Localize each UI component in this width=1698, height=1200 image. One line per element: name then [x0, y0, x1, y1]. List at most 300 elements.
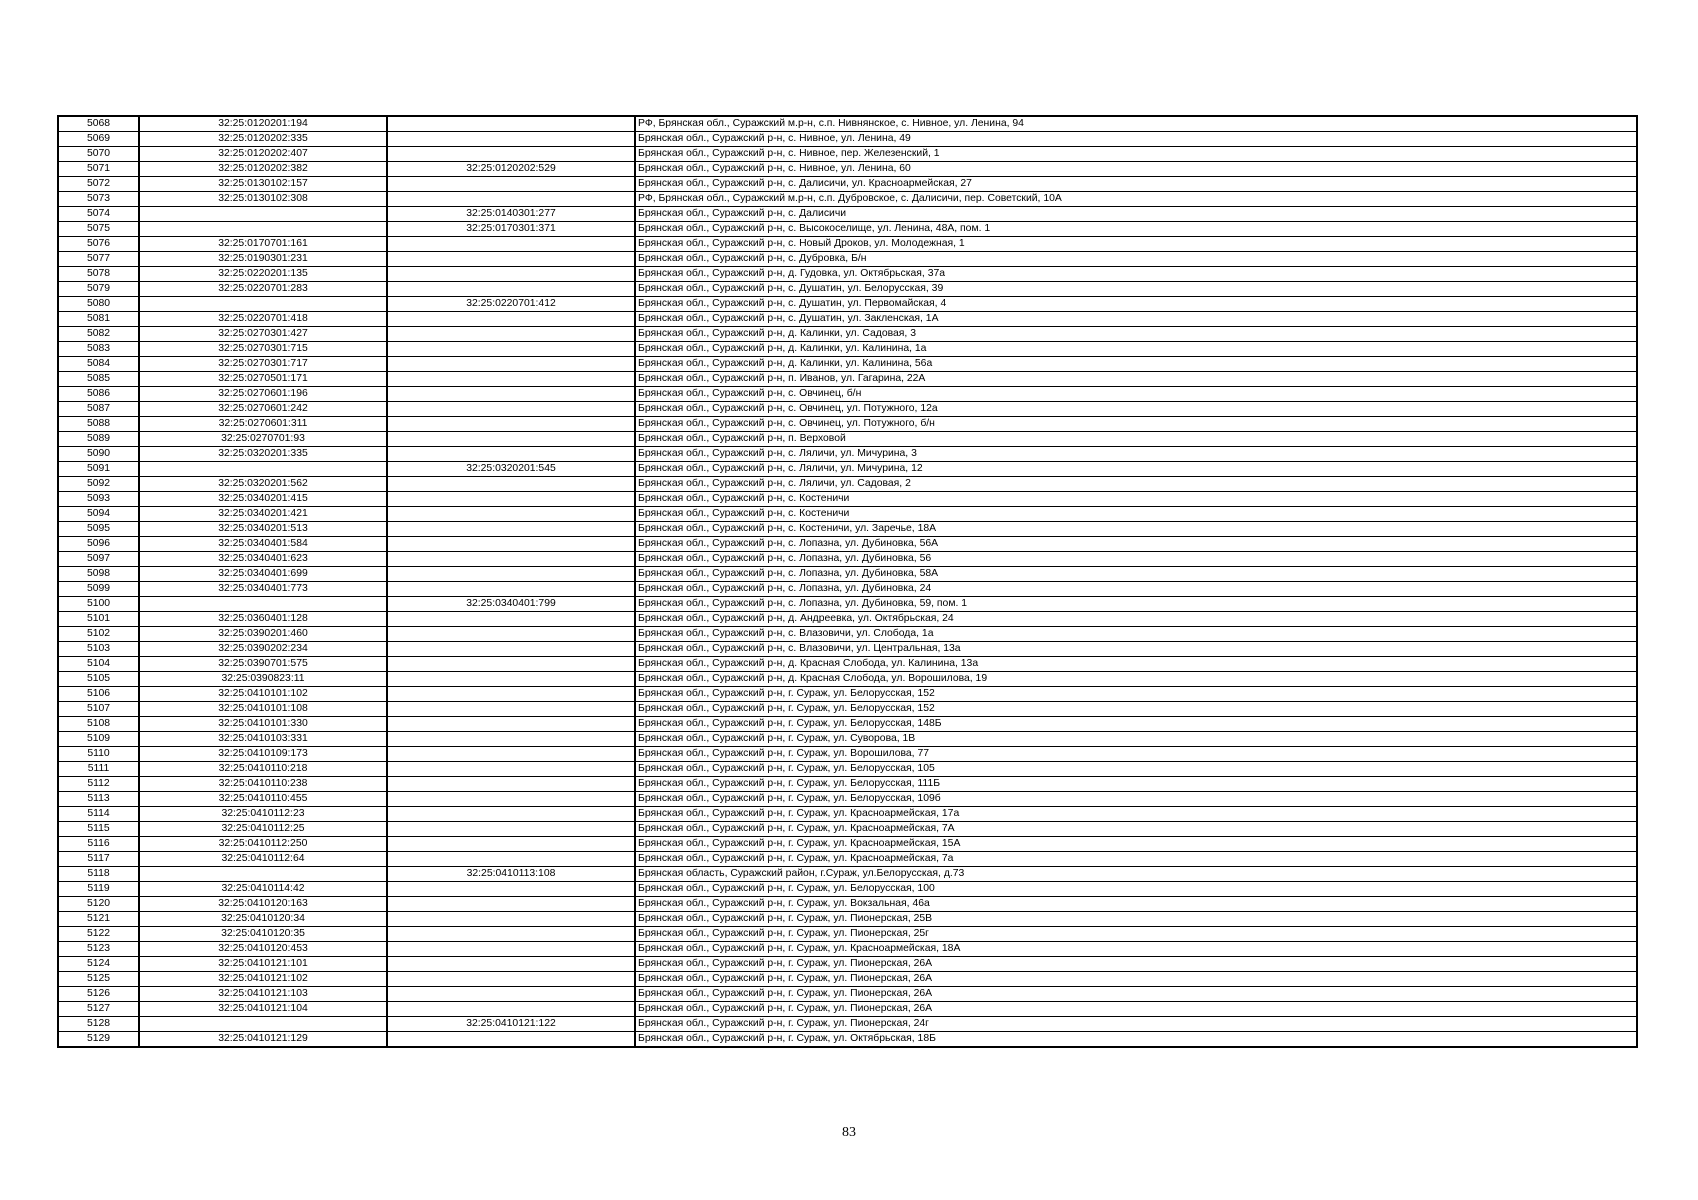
- parent-cadastral-number-cell: [387, 957, 635, 972]
- cadastral-number-cell: 32:25:0410121:101: [139, 957, 387, 972]
- parent-cadastral-number-cell: [387, 672, 635, 687]
- table-row: [58, 207, 1637, 222]
- cadastral-number-cell: 32:25:0130102:157: [139, 177, 387, 192]
- parent-cadastral-number-cell: [387, 417, 635, 432]
- parent-cadastral-number-cell: [387, 792, 635, 807]
- parent-cadastral-number-cell: [387, 732, 635, 747]
- address-cell: Брянская обл., Суражский р-н, п. Верховой: [635, 432, 1637, 447]
- row-number-cell: 5116: [58, 837, 139, 852]
- address-cell: Брянская обл., Суражский р-н, с. Ляличи, ул. Садовая, 2: [635, 477, 1637, 492]
- parent-cadastral-number-cell: [387, 837, 635, 852]
- address-cell: Брянская обл., Суражский р-н, г. Сураж, ул. Белорусская, 111Б: [635, 777, 1637, 792]
- row-number-cell: 5102: [58, 627, 139, 642]
- address-cell: Брянская обл., Суражский р-н, с. Душатин, ул. Первомайская, 4: [635, 297, 1637, 312]
- address-cell: Брянская обл., Суражский р-н, с. Лопазна, ул. Дубиновка, 24: [635, 582, 1637, 597]
- cadastral-number-cell: 32:25:0270701:93: [139, 432, 387, 447]
- row-number-cell: 5129: [58, 1032, 139, 1048]
- cadastral-number-cell: 32:25:0220701:418: [139, 312, 387, 327]
- row-number-cell: 5124: [58, 957, 139, 972]
- cadastral-number-cell: 32:25:0340401:623: [139, 552, 387, 567]
- address-cell: РФ, Брянская обл., Суражский м.р-н, с.п. Дубровское, с. Далисичи, пер. Советский, 10А: [635, 192, 1637, 207]
- cadastral-number-cell: [139, 462, 387, 477]
- cadastral-number-cell: 32:25:0410110:218: [139, 762, 387, 777]
- address-cell: Брянская обл., Суражский р-н, г. Сураж, ул. Ворошилова, 77: [635, 747, 1637, 762]
- parent-cadastral-number-cell: [387, 537, 635, 552]
- table-row: [58, 162, 1637, 177]
- parent-cadastral-number-cell: [387, 747, 635, 762]
- address-cell: Брянская обл., Суражский р-н, г. Сураж, ул. Пионерская, 26А: [635, 957, 1637, 972]
- address-cell: Брянская обл., Суражский р-н, с. Овчинец, б/н: [635, 387, 1637, 402]
- parent-cadastral-number-cell: [387, 477, 635, 492]
- row-number-cell: 5080: [58, 297, 139, 312]
- table-row: [58, 462, 1637, 477]
- row-number-cell: 5103: [58, 642, 139, 657]
- parent-cadastral-number-cell: [387, 432, 635, 447]
- address-cell: Брянская обл., Суражский р-н, с. Далисичи, ул. Красноармейская, 27: [635, 177, 1637, 192]
- parent-cadastral-number-cell: [387, 252, 635, 267]
- address-cell: Брянская обл., Суражский р-н, с. Дубровка, Б/н: [635, 252, 1637, 267]
- parent-cadastral-number-cell: [387, 552, 635, 567]
- cadastral-number-cell: 32:25:0410121:103: [139, 987, 387, 1002]
- parent-cadastral-number-cell: [387, 762, 635, 777]
- table-row: [58, 777, 1637, 792]
- cadastral-number-cell: 32:25:0410101:108: [139, 702, 387, 717]
- cadastral-number-cell: 32:25:0320201:562: [139, 477, 387, 492]
- cadastral-number-cell: [139, 1017, 387, 1032]
- row-number-cell: 5083: [58, 342, 139, 357]
- property-registry-table: [57, 115, 1638, 1048]
- table-row: [58, 732, 1637, 747]
- address-cell: Брянская обл., Суражский р-н, г. Сураж, ул. Пионерская, 25В: [635, 912, 1637, 927]
- cadastral-number-cell: 32:25:0410120:163: [139, 897, 387, 912]
- row-number-cell: 5115: [58, 822, 139, 837]
- parent-cadastral-number-cell: [387, 717, 635, 732]
- address-cell: Брянская обл., Суражский р-н, г. Сураж, ул. Пионерская, 26А: [635, 1002, 1637, 1017]
- parent-cadastral-number-cell: [387, 327, 635, 342]
- address-cell: Брянская обл., Суражский р-н, с. Лопазна, ул. Дубиновка, 56А: [635, 537, 1637, 552]
- parent-cadastral-number-cell: [387, 402, 635, 417]
- parent-cadastral-number-cell: [387, 1002, 635, 1017]
- table-row: [58, 942, 1637, 957]
- address-cell: Брянская обл., Суражский р-н, с. Лопазна, ул. Дубиновка, 56: [635, 552, 1637, 567]
- row-number-cell: 5127: [58, 1002, 139, 1017]
- table-row: [58, 132, 1637, 147]
- address-cell: Брянская обл., Суражский р-н, с. Далисичи: [635, 207, 1637, 222]
- row-number-cell: 5078: [58, 267, 139, 282]
- parent-cadastral-number-cell: [387, 942, 635, 957]
- table-row: [58, 762, 1637, 777]
- row-number-cell: 5106: [58, 687, 139, 702]
- row-number-cell: 5120: [58, 897, 139, 912]
- address-cell: Брянская обл., Суражский р-н, с. Нивное, пер. Железенский, 1: [635, 147, 1637, 162]
- row-number-cell: 5079: [58, 282, 139, 297]
- table-row: [58, 116, 1637, 132]
- parent-cadastral-number-cell: 32:25:0120202:529: [387, 162, 635, 177]
- address-cell: Брянская обл., Суражский р-н, с. Овчинец, ул. Потужного, б/н: [635, 417, 1637, 432]
- address-cell: Брянская обл., Суражский р-н, с. Ляличи, ул. Мичурина, 3: [635, 447, 1637, 462]
- address-cell: Брянская обл., Суражский р-н, с. Влазовичи, ул. Центральная, 13а: [635, 642, 1637, 657]
- parent-cadastral-number-cell: [387, 657, 635, 672]
- address-cell: Брянская обл., Суражский р-н, г. Сураж, ул. Красноармейская, 7А: [635, 822, 1637, 837]
- row-number-cell: 5085: [58, 372, 139, 387]
- cadastral-number-cell: 32:25:0390202:234: [139, 642, 387, 657]
- parent-cadastral-number-cell: [387, 357, 635, 372]
- cadastral-number-cell: 32:25:0270501:171: [139, 372, 387, 387]
- cadastral-number-cell: 32:25:0130102:308: [139, 192, 387, 207]
- cadastral-number-cell: 32:25:0410103:331: [139, 732, 387, 747]
- table-row: [58, 627, 1637, 642]
- row-number-cell: 5095: [58, 522, 139, 537]
- table-row: [58, 477, 1637, 492]
- table-row: [58, 1017, 1637, 1032]
- parent-cadastral-number-cell: [387, 777, 635, 792]
- parent-cadastral-number-cell: [387, 192, 635, 207]
- cadastral-number-cell: 32:25:0410110:238: [139, 777, 387, 792]
- table-row: [58, 702, 1637, 717]
- cadastral-number-cell: 32:25:0410101:102: [139, 687, 387, 702]
- cadastral-number-cell: 32:25:0270301:427: [139, 327, 387, 342]
- row-number-cell: 5110: [58, 747, 139, 762]
- row-number-cell: 5099: [58, 582, 139, 597]
- row-number-cell: 5108: [58, 717, 139, 732]
- cadastral-number-cell: 32:25:0270601:242: [139, 402, 387, 417]
- parent-cadastral-number-cell: [387, 132, 635, 147]
- address-cell: Брянская обл., Суражский р-н, г. Сураж, ул. Красноармейская, 18А: [635, 942, 1637, 957]
- row-number-cell: 5112: [58, 777, 139, 792]
- row-number-cell: 5076: [58, 237, 139, 252]
- table-row: [58, 657, 1637, 672]
- table-row: [58, 312, 1637, 327]
- address-cell: Брянская обл., Суражский р-н, с. Лопазна, ул. Дубиновка, 58А: [635, 567, 1637, 582]
- address-cell: Брянская обл., Суражский р-н, г. Сураж, ул. Октябрьская, 18Б: [635, 1032, 1637, 1048]
- cadastral-number-cell: 32:25:0410112:64: [139, 852, 387, 867]
- address-cell: Брянская обл., Суражский р-н, г. Сураж, ул. Пионерская, 25г: [635, 927, 1637, 942]
- row-number-cell: 5068: [58, 116, 139, 132]
- table-row: [58, 867, 1637, 882]
- cadastral-number-cell: 32:25:0410112:25: [139, 822, 387, 837]
- row-number-cell: 5087: [58, 402, 139, 417]
- cadastral-number-cell: 32:25:0410114:42: [139, 882, 387, 897]
- cadastral-number-cell: 32:25:0120202:335: [139, 132, 387, 147]
- cadastral-number-cell: [139, 867, 387, 882]
- table-row: [58, 417, 1637, 432]
- table-row: [58, 672, 1637, 687]
- row-number-cell: 5125: [58, 972, 139, 987]
- table-row: [58, 237, 1637, 252]
- parent-cadastral-number-cell: 32:25:0410121:122: [387, 1017, 635, 1032]
- row-number-cell: 5097: [58, 552, 139, 567]
- address-cell: Брянская обл., Суражский р-н, г. Сураж, ул. Пионерская, 26А: [635, 972, 1637, 987]
- row-number-cell: 5122: [58, 927, 139, 942]
- cadastral-number-cell: 32:25:0410121:104: [139, 1002, 387, 1017]
- cadastral-number-cell: 32:25:0270301:717: [139, 357, 387, 372]
- row-number-cell: 5109: [58, 732, 139, 747]
- address-cell: Брянская обл., Суражский р-н, с. Нивное, ул. Ленина, 49: [635, 132, 1637, 147]
- parent-cadastral-number-cell: [387, 582, 635, 597]
- row-number-cell: 5070: [58, 147, 139, 162]
- table-row: [58, 297, 1637, 312]
- parent-cadastral-number-cell: [387, 567, 635, 582]
- row-number-cell: 5101: [58, 612, 139, 627]
- address-cell: Брянская обл., Суражский р-н, г. Сураж, ул. Красноармейская, 15А: [635, 837, 1637, 852]
- address-cell: Брянская обл., Суражский р-н, г. Сураж, ул. Суворова, 1В: [635, 732, 1637, 747]
- cadastral-number-cell: [139, 222, 387, 237]
- parent-cadastral-number-cell: [387, 927, 635, 942]
- table-row: [58, 402, 1637, 417]
- row-number-cell: 5117: [58, 852, 139, 867]
- parent-cadastral-number-cell: 32:25:0140301:277: [387, 207, 635, 222]
- table-row: [58, 267, 1637, 282]
- parent-cadastral-number-cell: [387, 312, 635, 327]
- cadastral-number-cell: 32:25:0410101:330: [139, 717, 387, 732]
- row-number-cell: 5111: [58, 762, 139, 777]
- address-cell: Брянская обл., Суражский р-н, г. Сураж, ул. Красноармейская, 17а: [635, 807, 1637, 822]
- table-row: [58, 882, 1637, 897]
- cadastral-number-cell: 32:25:0410120:453: [139, 942, 387, 957]
- cadastral-number-cell: 32:25:0190301:231: [139, 252, 387, 267]
- table-row: [58, 567, 1637, 582]
- row-number-cell: 5119: [58, 882, 139, 897]
- row-number-cell: 5081: [58, 312, 139, 327]
- address-cell: Брянская обл., Суражский р-н, с. Овчинец, ул. Потужного, 12а: [635, 402, 1637, 417]
- row-number-cell: 5114: [58, 807, 139, 822]
- parent-cadastral-number-cell: [387, 852, 635, 867]
- cadastral-number-cell: 32:25:0120202:407: [139, 147, 387, 162]
- parent-cadastral-number-cell: [387, 627, 635, 642]
- cadastral-number-cell: 32:25:0390823:11: [139, 672, 387, 687]
- parent-cadastral-number-cell: [387, 177, 635, 192]
- address-cell: Брянская обл., Суражский р-н, д. Калинки, ул. Калинина, 1а: [635, 342, 1637, 357]
- table-row: [58, 537, 1637, 552]
- parent-cadastral-number-cell: [387, 1032, 635, 1048]
- cadastral-number-cell: 32:25:0220701:283: [139, 282, 387, 297]
- parent-cadastral-number-cell: [387, 822, 635, 837]
- table-row: [58, 432, 1637, 447]
- parent-cadastral-number-cell: [387, 897, 635, 912]
- parent-cadastral-number-cell: [387, 882, 635, 897]
- parent-cadastral-number-cell: [387, 987, 635, 1002]
- row-number-cell: 5096: [58, 537, 139, 552]
- table-row: [58, 387, 1637, 402]
- row-number-cell: 5086: [58, 387, 139, 402]
- parent-cadastral-number-cell: [387, 522, 635, 537]
- row-number-cell: 5077: [58, 252, 139, 267]
- cadastral-number-cell: 32:25:0270301:715: [139, 342, 387, 357]
- cadastral-number-cell: 32:25:0120202:382: [139, 162, 387, 177]
- cadastral-number-cell: 32:25:0340201:421: [139, 507, 387, 522]
- cadastral-number-cell: 32:25:0410121:102: [139, 972, 387, 987]
- parent-cadastral-number-cell: [387, 912, 635, 927]
- table-row: [58, 912, 1637, 927]
- cadastral-number-cell: [139, 297, 387, 312]
- table-row: [58, 522, 1637, 537]
- parent-cadastral-number-cell: [387, 507, 635, 522]
- parent-cadastral-number-cell: [387, 342, 635, 357]
- row-number-cell: 5092: [58, 477, 139, 492]
- row-number-cell: 5121: [58, 912, 139, 927]
- address-cell: Брянская обл., Суражский р-н, с. Душатин, ул. Белорусская, 39: [635, 282, 1637, 297]
- cadastral-number-cell: 32:25:0120201:194: [139, 116, 387, 132]
- cadastral-number-cell: 32:25:0410120:35: [139, 927, 387, 942]
- row-number-cell: 5100: [58, 597, 139, 612]
- address-cell: Брянская обл., Суражский р-н, д. Калинки, ул. Садовая, 3: [635, 327, 1637, 342]
- row-number-cell: 5073: [58, 192, 139, 207]
- row-number-cell: 5123: [58, 942, 139, 957]
- address-cell: Брянская обл., Суражский р-н, г. Сураж, ул. Белорусская, 109б: [635, 792, 1637, 807]
- cadastral-number-cell: 32:25:0390201:460: [139, 627, 387, 642]
- parent-cadastral-number-cell: 32:25:0410113:108: [387, 867, 635, 882]
- table-row: [58, 507, 1637, 522]
- cadastral-number-cell: 32:25:0360401:128: [139, 612, 387, 627]
- address-cell: Брянская обл., Суражский р-н, г. Сураж, ул. Белорусская, 152: [635, 687, 1637, 702]
- address-cell: Брянская обл., Суражский р-н, г. Сураж, ул. Белорусская, 148Б: [635, 717, 1637, 732]
- address-cell: Брянская обл., Суражский р-н, г. Сураж, ул. Вокзальная, 46а: [635, 897, 1637, 912]
- table-row: [58, 447, 1637, 462]
- address-cell: Брянская обл., Суражский р-н, с. Высокоселище, ул. Ленина, 48А, пом. 1: [635, 222, 1637, 237]
- address-cell: Брянская обл., Суражский р-н, д. Калинки, ул. Калинина, 56а: [635, 357, 1637, 372]
- row-number-cell: 5082: [58, 327, 139, 342]
- table-row: [58, 807, 1637, 822]
- row-number-cell: 5089: [58, 432, 139, 447]
- row-number-cell: 5104: [58, 657, 139, 672]
- cadastral-number-cell: 32:25:0340401:699: [139, 567, 387, 582]
- parent-cadastral-number-cell: [387, 116, 635, 132]
- table-row: [58, 357, 1637, 372]
- table-row: [58, 552, 1637, 567]
- table-row: [58, 957, 1637, 972]
- table-row: [58, 792, 1637, 807]
- address-cell: Брянская обл., Суражский р-н, г. Сураж, ул. Пионерская, 24г: [635, 1017, 1637, 1032]
- table-row: [58, 582, 1637, 597]
- cadastral-number-cell: 32:25:0410120:34: [139, 912, 387, 927]
- table-row: [58, 612, 1637, 627]
- cadastral-number-cell: 32:25:0410121:129: [139, 1032, 387, 1048]
- table-row: [58, 972, 1637, 987]
- parent-cadastral-number-cell: [387, 267, 635, 282]
- table-row: [58, 282, 1637, 297]
- table-row: [58, 222, 1637, 237]
- cadastral-number-cell: 32:25:0410112:250: [139, 837, 387, 852]
- row-number-cell: 5128: [58, 1017, 139, 1032]
- cadastral-number-cell: 32:25:0270601:311: [139, 417, 387, 432]
- row-number-cell: 5074: [58, 207, 139, 222]
- parent-cadastral-number-cell: [387, 237, 635, 252]
- row-number-cell: 5084: [58, 357, 139, 372]
- address-cell: Брянская обл., Суражский р-н, с. Новый Дроков, ул. Молодежная, 1: [635, 237, 1637, 252]
- row-number-cell: 5107: [58, 702, 139, 717]
- address-cell: Брянская обл., Суражский р-н, г. Сураж, ул. Белорусская, 100: [635, 882, 1637, 897]
- table-row: [58, 327, 1637, 342]
- address-cell: Брянская обл., Суражский р-н, п. Иванов, ул. Гагарина, 22А: [635, 372, 1637, 387]
- row-number-cell: 5098: [58, 567, 139, 582]
- cadastral-number-cell: [139, 207, 387, 222]
- address-cell: Брянская область, Суражский район, г.Сураж, ул.Белорусская, д.73: [635, 867, 1637, 882]
- table-row: [58, 372, 1637, 387]
- address-cell: Брянская обл., Суражский р-н, д. Гудовка, ул. Октябрьская, 37а: [635, 267, 1637, 282]
- page-number: 83: [842, 1125, 856, 1140]
- table-row: [58, 987, 1637, 1002]
- row-number-cell: 5069: [58, 132, 139, 147]
- table-row: [58, 837, 1637, 852]
- cadastral-number-cell: 32:25:0410109:173: [139, 747, 387, 762]
- table-row: [58, 747, 1637, 762]
- table-row: [58, 597, 1637, 612]
- table-row: [58, 1002, 1637, 1017]
- cadastral-number-cell: 32:25:0220201:135: [139, 267, 387, 282]
- table-row: [58, 822, 1637, 837]
- address-cell: Брянская обл., Суражский р-н, с. Нивное, ул. Ленина, 60: [635, 162, 1637, 177]
- cadastral-number-cell: 32:25:0340401:773: [139, 582, 387, 597]
- parent-cadastral-number-cell: [387, 807, 635, 822]
- parent-cadastral-number-cell: 32:25:0170301:371: [387, 222, 635, 237]
- table-row: [58, 492, 1637, 507]
- parent-cadastral-number-cell: 32:25:0340401:799: [387, 597, 635, 612]
- parent-cadastral-number-cell: 32:25:0320201:545: [387, 462, 635, 477]
- parent-cadastral-number-cell: [387, 972, 635, 987]
- parent-cadastral-number-cell: [387, 642, 635, 657]
- cadastral-number-cell: 32:25:0340201:415: [139, 492, 387, 507]
- row-number-cell: 5118: [58, 867, 139, 882]
- table-row: [58, 852, 1637, 867]
- table-row: [58, 252, 1637, 267]
- row-number-cell: 5094: [58, 507, 139, 522]
- row-number-cell: 5126: [58, 987, 139, 1002]
- row-number-cell: 5090: [58, 447, 139, 462]
- row-number-cell: 5093: [58, 492, 139, 507]
- address-cell: Брянская обл., Суражский р-н, д. Андреевка, ул. Октябрьская, 24: [635, 612, 1637, 627]
- address-cell: Брянская обл., Суражский р-н, с. Костеничи: [635, 507, 1637, 522]
- address-cell: Брянская обл., Суражский р-н, с. Ляличи, ул. Мичурина, 12: [635, 462, 1637, 477]
- cadastral-number-cell: 32:25:0340401:584: [139, 537, 387, 552]
- table-row: [58, 717, 1637, 732]
- parent-cadastral-number-cell: [387, 612, 635, 627]
- row-number-cell: 5091: [58, 462, 139, 477]
- address-cell: Брянская обл., Суражский р-н, г. Сураж, ул. Красноармейская, 7а: [635, 852, 1637, 867]
- parent-cadastral-number-cell: [387, 447, 635, 462]
- parent-cadastral-number-cell: [387, 372, 635, 387]
- address-cell: Брянская обл., Суражский р-н, с. Костеничи: [635, 492, 1637, 507]
- row-number-cell: 5072: [58, 177, 139, 192]
- table-row: [58, 342, 1637, 357]
- table-row: [58, 192, 1637, 207]
- cadastral-number-cell: 32:25:0270601:196: [139, 387, 387, 402]
- table-row: [58, 687, 1637, 702]
- cadastral-number-cell: 32:25:0390701:575: [139, 657, 387, 672]
- row-number-cell: 5088: [58, 417, 139, 432]
- parent-cadastral-number-cell: [387, 147, 635, 162]
- cadastral-number-cell: 32:25:0320201:335: [139, 447, 387, 462]
- parent-cadastral-number-cell: [387, 702, 635, 717]
- address-cell: Брянская обл., Суражский р-н, г. Сураж, ул. Белорусская, 105: [635, 762, 1637, 777]
- row-number-cell: 5071: [58, 162, 139, 177]
- cadastral-number-cell: 32:25:0410112:23: [139, 807, 387, 822]
- registry-table-body: [58, 116, 1637, 1047]
- address-cell: Брянская обл., Суражский р-н, д. Красная Слобода, ул. Ворошилова, 19: [635, 672, 1637, 687]
- address-cell: Брянская обл., Суражский р-н, с. Душатин, ул. Закленская, 1А: [635, 312, 1637, 327]
- row-number-cell: 5105: [58, 672, 139, 687]
- cadastral-number-cell: 32:25:0170701:161: [139, 237, 387, 252]
- table-row: [58, 177, 1637, 192]
- table-row: [58, 897, 1637, 912]
- address-cell: Брянская обл., Суражский р-н, г. Сураж, ул. Пионерская, 26А: [635, 987, 1637, 1002]
- row-number-cell: 5075: [58, 222, 139, 237]
- parent-cadastral-number-cell: [387, 282, 635, 297]
- row-number-cell: 5113: [58, 792, 139, 807]
- address-cell: Брянская обл., Суражский р-н, д. Красная Слобода, ул. Калинина, 13а: [635, 657, 1637, 672]
- cadastral-number-cell: [139, 597, 387, 612]
- address-cell: Брянская обл., Суражский р-н, с. Влазовичи, ул. Слобода, 1а: [635, 627, 1637, 642]
- parent-cadastral-number-cell: 32:25:0220701:412: [387, 297, 635, 312]
